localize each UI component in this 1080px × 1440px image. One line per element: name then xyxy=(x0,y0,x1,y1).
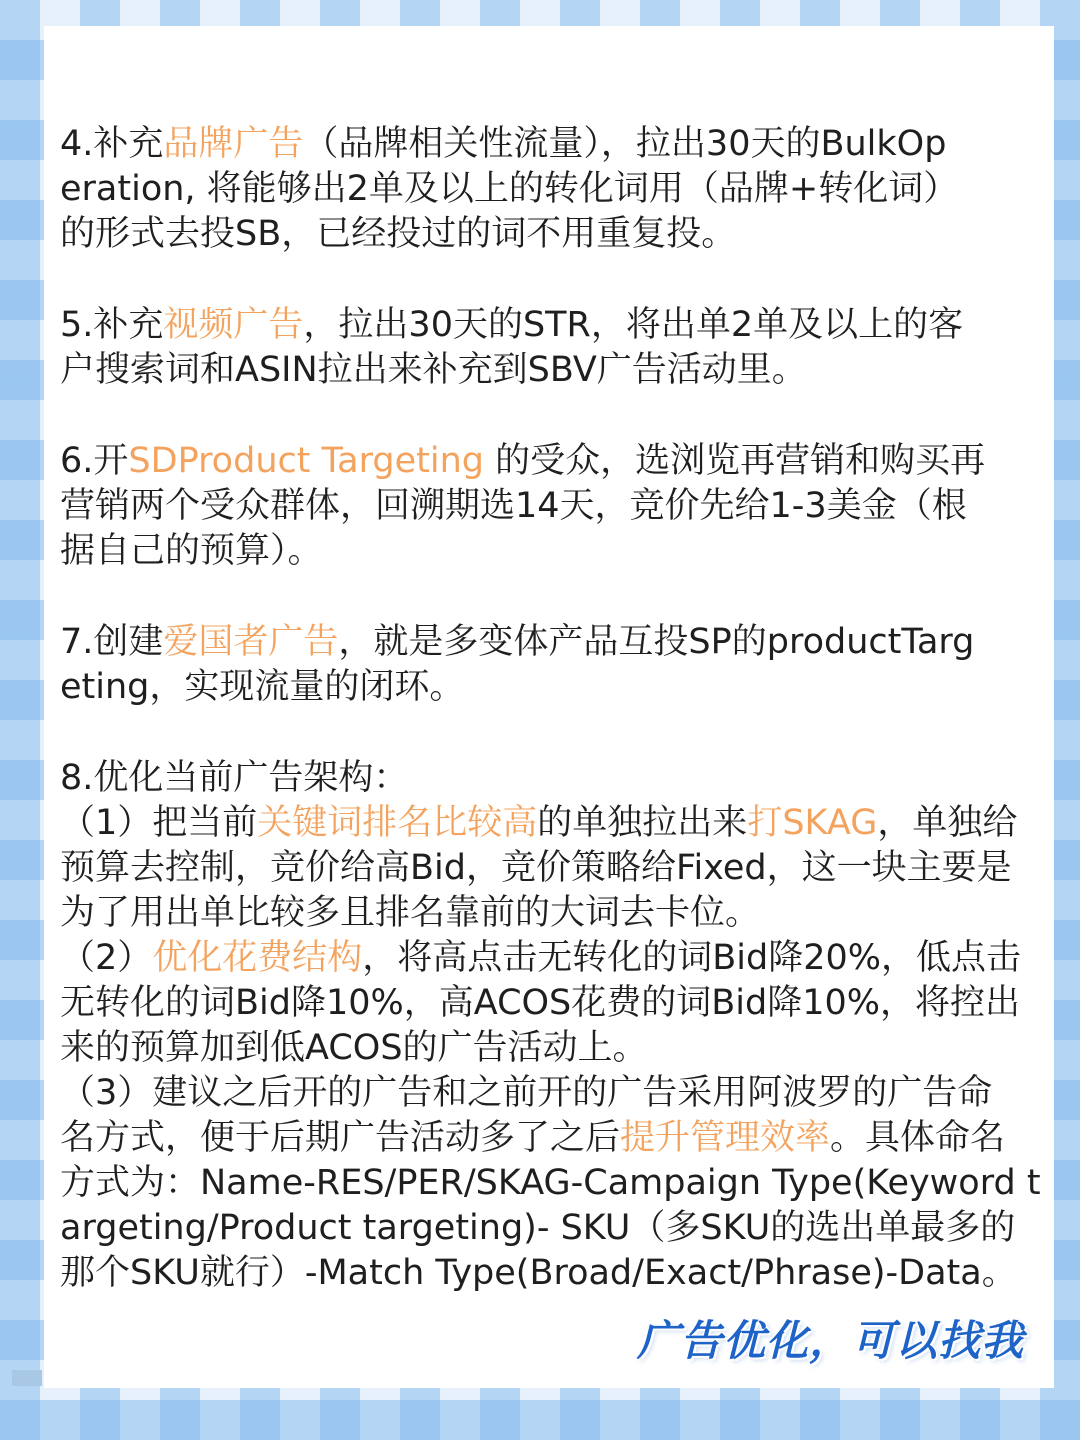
slogan-text: 广告优化，可以找我 xyxy=(636,1316,1024,1365)
text-line xyxy=(60,212,1050,257)
body-text: 6.开 xyxy=(60,441,129,481)
body-text: 为了用出单比较多且排名靠前的大词去卡位。 xyxy=(60,893,761,933)
text-line xyxy=(60,1251,1050,1296)
body-text: 。具体命名 xyxy=(830,1118,1006,1158)
body-text: ，单独给 xyxy=(877,803,1018,843)
text-line xyxy=(60,756,1050,801)
body-text: ，将高点击无转化的词Bid降20%，低点击 xyxy=(362,938,1022,978)
body-text: 8.优化当前广告架构： xyxy=(60,758,409,798)
text-line xyxy=(60,936,1050,981)
text-line xyxy=(60,981,1050,1026)
body-text: 的受众，选浏览再营销和购买再 xyxy=(484,441,986,481)
body-text: eting，实现流量的闭环。 xyxy=(60,667,465,707)
text-line xyxy=(60,484,1050,529)
highlight-text: 品牌广告 xyxy=(163,124,304,164)
corner-decoration xyxy=(12,1370,42,1386)
text-line xyxy=(60,439,1050,484)
content-card xyxy=(44,26,1054,1388)
text-line xyxy=(60,665,1050,710)
body-text: 来的预算加到低ACOS的广告活动上。 xyxy=(60,1028,648,1068)
paragraph-8 xyxy=(60,756,1050,1296)
highlight-text: 爱国者广告 xyxy=(163,622,339,662)
body-text: 名方式，便于后期广告活动多了之后 xyxy=(60,1118,621,1158)
highlight-text: 打SKAG xyxy=(747,803,878,843)
text-line xyxy=(60,348,1050,393)
body-text: 那个SKU就行）-Match Type(Broad/Exact/Phrase)-Data。 xyxy=(60,1253,1017,1293)
paragraph-4 xyxy=(60,122,1050,257)
body-text: ，拉出30天的STR，将出单2单及以上的客 xyxy=(303,305,964,345)
text-line xyxy=(60,1071,1050,1116)
text-line xyxy=(60,303,1050,348)
paragraph-6 xyxy=(60,439,1050,574)
body-text: 的单独拉出来 xyxy=(537,803,748,843)
body-text: （品牌相关性流量），拉出30天的BulkOp xyxy=(303,124,947,164)
text-line xyxy=(60,891,1050,936)
body-text: （1）把当前 xyxy=(60,803,258,843)
body-text: （3）建议之后开的广告和之前开的广告采用阿波罗的广告命 xyxy=(60,1073,993,1113)
body-text: 5.补充 xyxy=(60,305,164,345)
text-line xyxy=(60,1206,1050,1251)
highlight-text: 提升管理效率 xyxy=(620,1118,831,1158)
text-line xyxy=(60,846,1050,891)
body-text: argeting/Product targeting)- SKU（多SKU的选出单最多的 xyxy=(60,1208,1016,1248)
body-text: 据自己的预算）。 xyxy=(60,531,323,571)
body-text: 无转化的词Bid降10%，高ACOS花费的词Bid降10%，将控出 xyxy=(60,983,1021,1023)
body-text: eration, 将能够出2单及以上的转化词用（品牌+转化词） xyxy=(60,169,959,209)
body-text: 方式为：Name-RES/PER/SKAG-Campaign Type(Keyword t xyxy=(60,1163,1041,1203)
body-text: ，就是多变体产品互投SP的productTarg xyxy=(338,622,975,662)
article-body xyxy=(60,122,1050,1296)
text-line xyxy=(60,122,1050,167)
body-text: （2） xyxy=(60,938,153,978)
body-text: 预算去控制，竞价给高Bid，竞价策略给Fixed，这一块主要是 xyxy=(60,848,1012,888)
body-text: 营销两个受众群体，回溯期选14天，竞价先给1-3美金（根 xyxy=(60,486,967,526)
paragraph-5 xyxy=(60,303,1050,393)
highlight-text: SDProduct Targeting xyxy=(128,441,484,481)
paragraph-7 xyxy=(60,620,1050,710)
text-line xyxy=(60,1116,1050,1161)
highlight-text: 关键词排名比较高 xyxy=(257,803,538,843)
text-line xyxy=(60,167,1050,212)
text-line xyxy=(60,1026,1050,1071)
body-text: 4.补充 xyxy=(60,124,164,164)
text-line xyxy=(60,1161,1050,1206)
text-line xyxy=(60,620,1050,665)
body-text: 7.创建 xyxy=(60,622,164,662)
text-line xyxy=(60,529,1050,574)
body-text: 的形式去投SB，已经投过的词不用重复投。 xyxy=(60,214,737,254)
highlight-text: 优化花费结构 xyxy=(152,938,363,978)
body-text: 户搜索词和ASIN拉出来补充到SBV广告活动里。 xyxy=(60,350,807,390)
text-line xyxy=(60,801,1050,846)
highlight-text: 视频广告 xyxy=(163,305,304,345)
